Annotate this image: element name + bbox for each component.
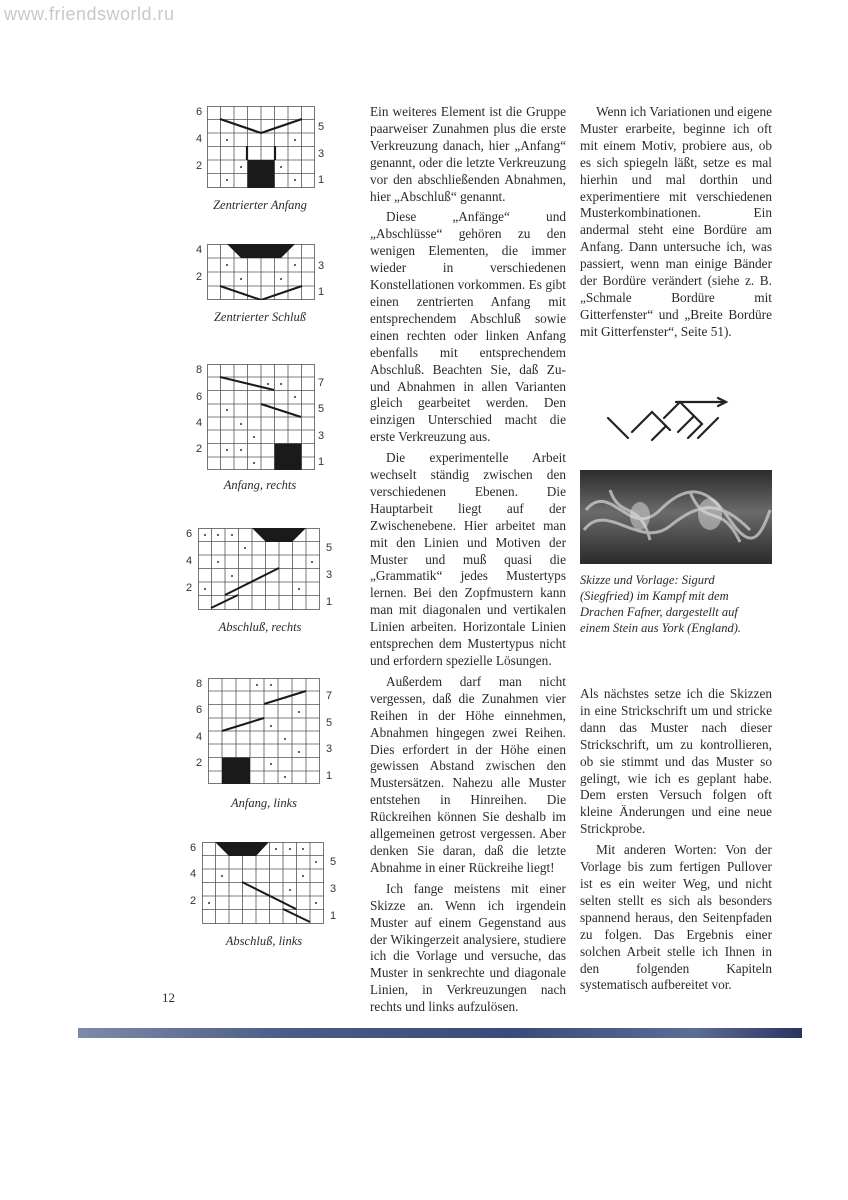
row-label: 5 — [326, 717, 333, 729]
row-label: 1 — [326, 770, 333, 782]
row-label: 6 — [186, 528, 193, 540]
chart-anfang-links — [208, 678, 320, 784]
paragraph: Ich fange meistens mit einer Skizze an. Wenn ich irgendein Muster auf einem Gegenstand aus der Wikingerzeit analysiere, studiere ich die Vorlage und versuche, das Muster in senkrechte und diagonale Linien, in Verkreuzungen nach rechts und links aufzulösen. — [370, 880, 566, 1015]
page-number: 12 — [162, 990, 175, 1005]
row-label: 3 — [318, 148, 325, 160]
chart-caption: Zentrierter Schluß — [213, 310, 306, 324]
row-label: 1 — [318, 286, 325, 298]
row-label: 3 — [326, 743, 333, 755]
row-label: 8 — [196, 678, 203, 690]
paragraph: Diese „Anfänge“ und „Abschlüsse“ gehören zu den wenigen Elementen, die immer wieder in verschiedenen Konstellationen vorkommen. Es gibt einen zentrierten Anfang mit entsprechendem Abschluß sowie einen rechten oder linken Anfang ebenfalls mit entsprechendem Abschluß. Beachten Sie, daß Zu- und Abnahmen in allen Varianten gleich gearbeitet werden. Den einzigen Unterschied macht die erste Verkreuzung aus. — [370, 209, 566, 445]
chart-caption: Anfang, rechts — [223, 478, 297, 492]
row-label: 6 — [196, 704, 203, 716]
row-label: 5 — [326, 542, 333, 554]
row-label: 2 — [186, 582, 193, 594]
row-label: 1 — [318, 456, 325, 468]
row-label: 1 — [318, 174, 325, 186]
body-text-right-top — [580, 104, 772, 345]
stone-relief-photo — [580, 470, 772, 564]
body-text-right-bottom — [580, 686, 772, 998]
row-label: 5 — [318, 403, 325, 415]
row-label: 3 — [318, 430, 325, 442]
row-label: 6 — [196, 391, 203, 403]
paragraph: Außerdem darf man nicht vergessen, daß die Zunahmen vier Reihen in der Höhe einnehmen, Abnahmen hingegen zwei Reihen. Dies erfordert in der Höhe einen gewissen Abstand zwischen den Mustersätzen. Nahezu alle Muster entstehen in Hinreihen. Die Rückreihen können Sie deshalb im allgemeinen getrost vergessen. Aber denken Sie daran, daß die letzte Abnahme in einer Rückreihe liegt! — [370, 673, 566, 875]
row-label: 4 — [186, 555, 193, 567]
chart-abschluss-rechts — [198, 528, 320, 610]
row-label: 7 — [326, 690, 333, 702]
row-label: 2 — [196, 757, 203, 769]
row-label: 5 — [318, 121, 325, 133]
row-label: 4 — [196, 731, 203, 743]
row-label: 6 — [196, 106, 203, 118]
watermark: www.friendsworld.ru — [4, 4, 175, 24]
paragraph: Die experimentelle Arbeit wechselt ständig zwischen den verschiedenen Ebenen. Die Hauptarbeit liegt auf der Zwischenebene. Hier arbeitet man mit den Linien und Motiven der Muster und muß quasi die „Grammatik“ jedes Mustertyps lernen. Bei den Zopfmustern kann man mit diagonalen und vertikalen Linien arbeiten. Horizontale Linien entsprechen dem Mustertypus nicht und erfordern spezielle Lösungen. — [370, 450, 566, 668]
chart-caption: Anfang, links — [231, 796, 297, 810]
chart-caption: Zentrierter Anfang — [213, 198, 307, 212]
row-label: 2 — [190, 895, 197, 907]
row-label: 4 — [190, 868, 197, 880]
chart-caption: Abschluß, links — [225, 934, 303, 948]
row-label: 2 — [196, 160, 203, 172]
body-text-middle — [370, 104, 566, 1020]
row-label: 2 — [196, 271, 203, 283]
row-label: 2 — [196, 443, 203, 455]
photo-caption: Skizze und Vorlage: Sigurd (Siegfried) im Kampf mit dem Drachen Fafner, dargestellt auf einem Stein aus York (England). — [580, 573, 741, 635]
chart-caption: Abschluß, rechts — [218, 620, 302, 634]
row-label: 3 — [326, 569, 333, 581]
row-label: 6 — [190, 842, 197, 854]
chart-abschluss-links — [202, 842, 324, 924]
chart-zentrierter-schluss — [207, 244, 315, 300]
chart-anfang-rechts — [207, 364, 315, 470]
paragraph: Wenn ich Variationen und eigene Muster erarbeite, beginne ich oft mit einem Motiv, probiere aus, ob es sich spiegeln läßt, setze es mal hierhin und mal dorthin und experimentiere mit verschiedenen Musterkombinationen. Ein andermal steht eine Bordüre am Anfang. Dann untersuche ich, was passiert, wenn man einige Bänder der Bordüre verändert (siehe z. B. „Schmale Bordüre mit Gitterfenster“ und „Breite Bordüre mit Gitterfenster“, Seite 51). — [580, 104, 772, 339]
paragraph: Als nächstes setze ich die Skizzen in eine Strickschrift um und stricke dann das Muster nach dieser Strickschrift, um zu kontrollieren, ob sie stimmt und das Muster so gelingt, wie ich es geplant habe. Dem ersten Versuch folgen oft kleine Änderungen und eine neue Strickprobe. — [580, 686, 772, 837]
knot-sketch-illustration — [606, 392, 742, 448]
row-label: 5 — [330, 856, 337, 868]
bottom-edge-band — [78, 1028, 802, 1038]
paragraph: Ein weiteres Element ist die Gruppe paarweiser Zunahmen plus die erste Verkreuzung danach, hier „Anfang“ genannt, oder die letzte Verkreuzung vor den abschließenden Abnahmen, hier „Abschluß“ genannt. — [370, 104, 566, 204]
chart-zentrierter-anfang — [207, 106, 315, 188]
row-label: 8 — [196, 364, 203, 376]
row-label: 1 — [330, 910, 337, 922]
row-label: 4 — [196, 417, 203, 429]
row-label: 3 — [318, 260, 325, 272]
row-label: 4 — [196, 244, 203, 256]
row-label: 7 — [318, 377, 325, 389]
row-label: 4 — [196, 133, 203, 145]
paragraph: Mit anderen Worten: Von der Vorlage bis zum fertigen Pullover ist es ein weiter Weg, und nicht selten stellt es sich als besonders spannend heraus, den Seitenpfaden zu folgen. Das Ergebnis einer solchen Arbeit stelle ich Ihnen in den folgenden Kapiteln systematisch aufbereitet vor. — [580, 842, 772, 993]
row-label: 1 — [326, 596, 333, 608]
row-label: 3 — [330, 883, 337, 895]
